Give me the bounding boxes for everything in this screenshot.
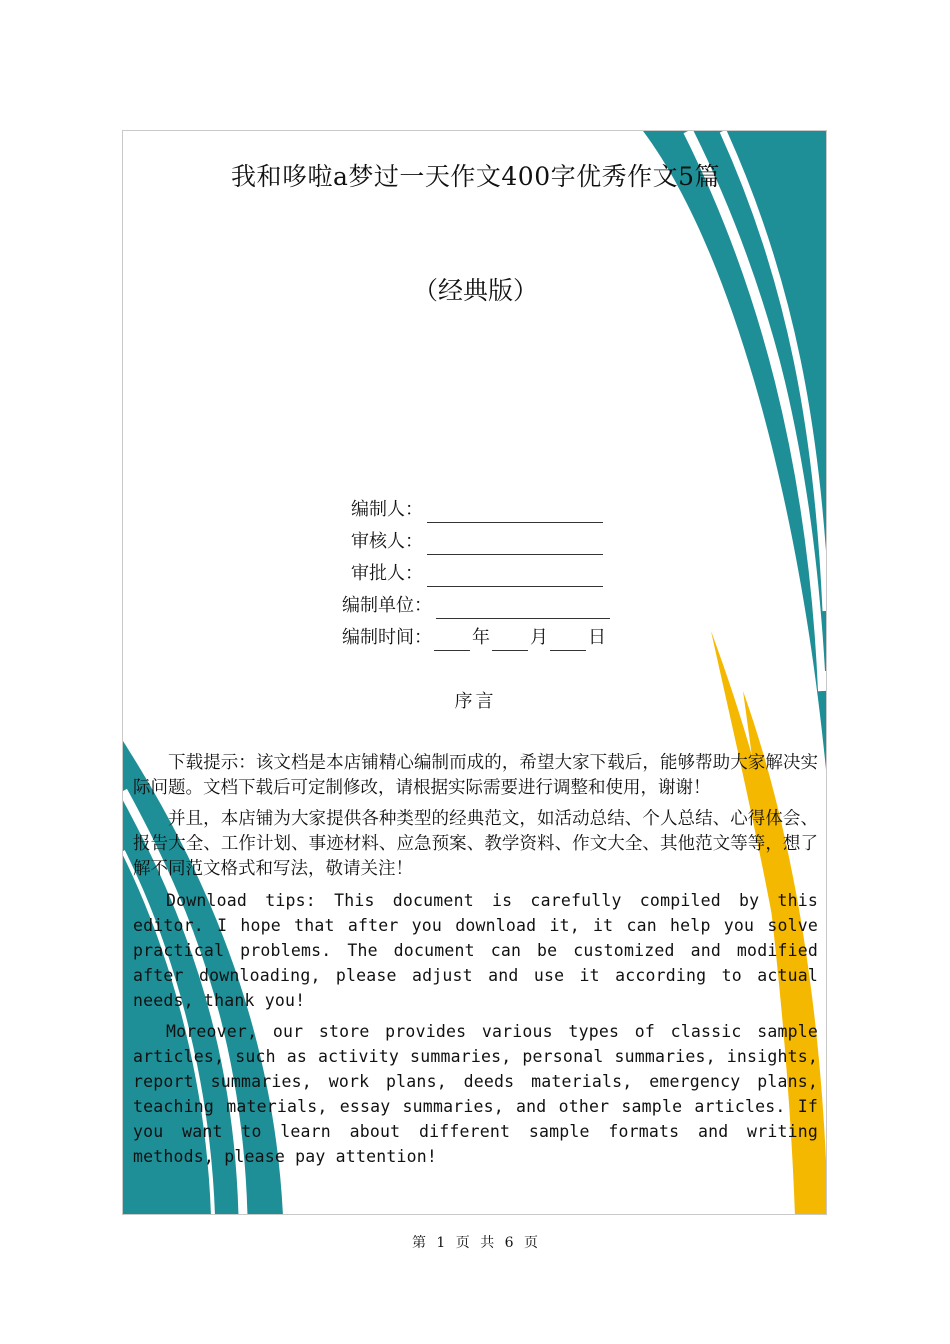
editor-label: 编制人： (351, 499, 423, 520)
unit-label: 编制单位： (342, 595, 432, 616)
preface-paragraph-cn-2: 并且，本店铺为大家提供各种类型的经典范文，如活动总结、个人总结、心得体会、报告大全、工作计划、事迹材料、应急预案、教学资料、作文大全、其他范文等等，想了解不同范文格式和写法，敬请关注！ (133, 809, 818, 879)
preface-paragraph-en-2: Moreover, our store provides various types of classic sample articles, such as activity summaries, personal summaries, insights, report summaries, work plans, deeds materials, emergency plans, teaching materials, essay summaries, and other sample articles. If you want to learn about different sample formats and writing methods, please pay attention! (133, 1022, 818, 1166)
month-label: 月 (530, 627, 548, 648)
editor-field (351, 497, 603, 523)
preface-paragraph-cn-1: 下载提示：该文档是本店铺精心编制而成的，希望大家下载后，能够帮助大家解决实际问题。文档下载后可定制修改，请根据实际需要进行调整和使用，谢谢！ (133, 753, 818, 798)
day-blank-line (550, 630, 586, 651)
unit-blank-line (436, 598, 610, 619)
approver-label: 审批人： (351, 563, 423, 584)
year-blank-line (434, 630, 470, 651)
time-label: 编制时间： (342, 627, 432, 648)
time-field (342, 625, 606, 651)
month-blank-line (492, 630, 528, 651)
reviewer-label: 审核人： (351, 531, 423, 552)
document-cover (122, 130, 827, 1215)
page-number: 第 1 页 共 6 页 (411, 1235, 539, 1251)
unit-field (342, 593, 610, 619)
day-label: 日 (588, 627, 606, 648)
preface-body (133, 751, 818, 1175)
editor-blank-line (427, 502, 603, 523)
preface-paragraph-en-1: Download tips: This document is carefully compiled by this editor. I hope that after you download it, it can help you solve practical problems. The document can be customized and modified after downloading, please adjust and use it according to actual needs, thank you! (133, 891, 818, 1010)
preface-heading: 序言 (454, 691, 497, 712)
approver-blank-line (427, 566, 603, 587)
reviewer-blank-line (427, 534, 603, 555)
document-title: 我和哆啦a梦过一天作文400字优秀作文5篇 (230, 162, 721, 191)
document-subtitle: （经典版） (412, 276, 538, 305)
reviewer-field (351, 529, 603, 555)
approver-field (351, 561, 603, 587)
year-label: 年 (472, 627, 490, 648)
